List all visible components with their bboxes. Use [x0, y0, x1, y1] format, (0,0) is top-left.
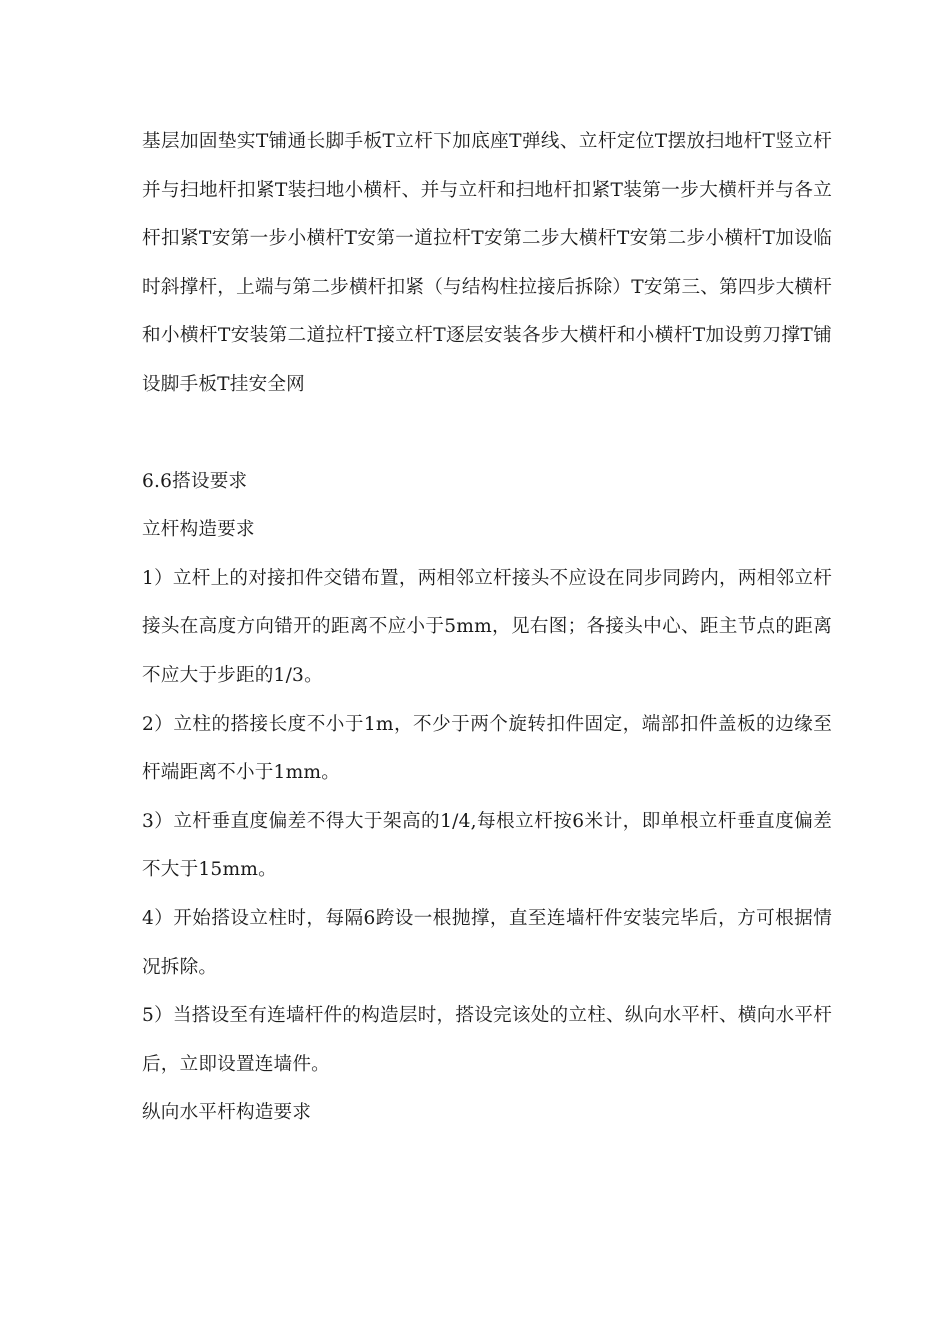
paragraph-spacer: [142, 410, 832, 458]
subsection-heading-upright-pole: 立杆构造要求: [142, 519, 255, 541]
list-item: 2）立柱的搭接长度不小于1m，不少于两个旋转扣件固定，端部扣件盖板的边缘至杆端距离不小于1mm。: [142, 713, 832, 784]
list-item: 3）立杆垂直度偏差不得大于架高的1/4,每根立杆按6米计，即单根立杆垂直度偏差不大于15mm。: [142, 810, 832, 881]
list-item: 4）开始搭设立柱时，每隔6跨设一根抛撑，直至连墙杆件安装完毕后，方可根据情况拆除。: [142, 907, 832, 978]
subsection-heading-longitudinal-bar: 纵向水平杆构造要求: [142, 1102, 312, 1124]
intro-paragraph: 基层加固垫实T铺通长脚手板T立杆下加底座T弹线、立杆定位T摆放扫地杆T竖立杆并与扫地杆扣紧T装扫地小横杆、并与立杆和扫地杆扣紧T装第一步大横杆并与各立杆扣紧T安第一步小横杆T安第一道拉杆T安第二步大横杆T安第二步小横杆T加设临时斜撑杆，上端与第二步横杆扣紧（与结构柱拉接后拆除）T安第三、第四步大横杆和小横杆T安装第二道拉杆T接立杆T逐层安装各步大横杆和小横杆T加设剪刀撑T铺设脚手板T挂安全网: [142, 131, 832, 395]
list-item: 5）当搭设至有连墙杆件的构造层时，搭设完该处的立柱、纵向水平杆、横向水平杆后，立即设置连墙件。: [142, 1005, 832, 1075]
document-page: [142, 118, 832, 1138]
section-heading: 6.6搭设要求: [142, 470, 248, 492]
list-item: 1）立杆上的对接扣件交错布置，两相邻立杆接头不应设在同步同跨内，两相邻立杆接头在高度方向错开的距离不应小于5mm，见右图；各接头中心、距主节点的距离不应大于步距的1/3。: [142, 567, 832, 686]
